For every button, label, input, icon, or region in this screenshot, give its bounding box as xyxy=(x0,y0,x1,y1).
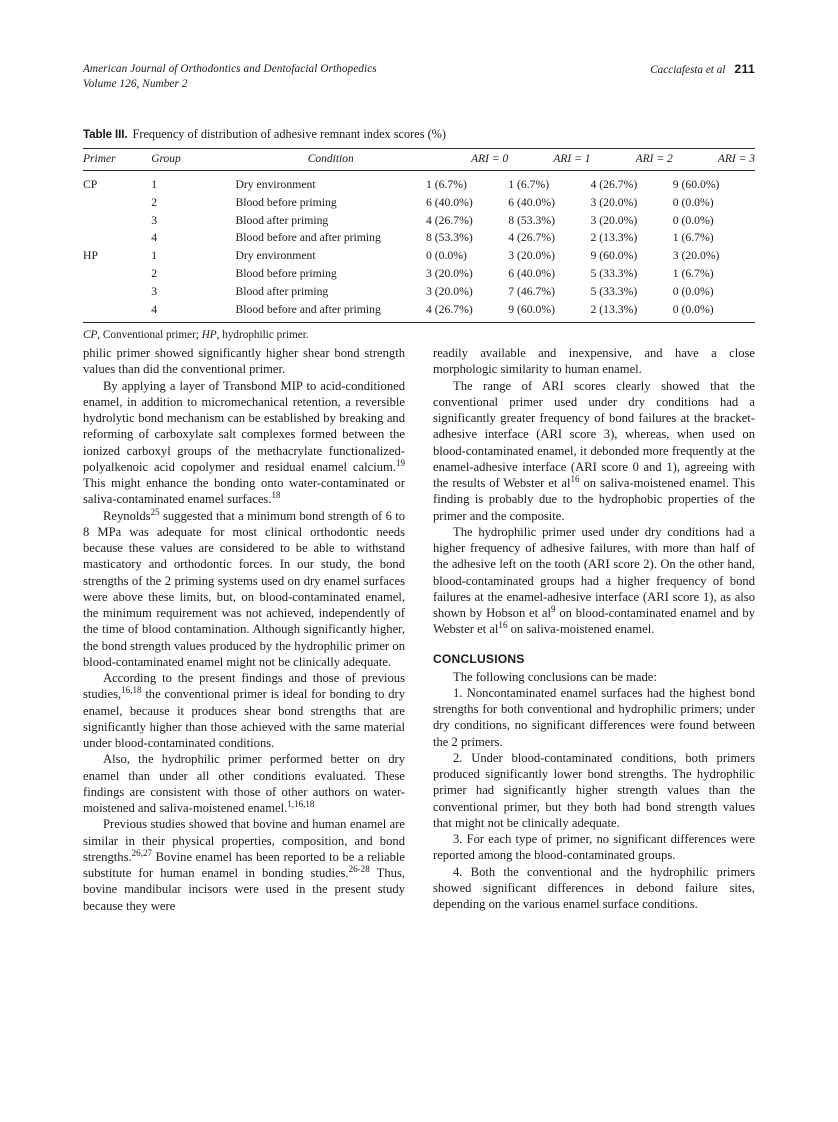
cell-ari-0: 1 (6.7%) xyxy=(426,178,467,191)
cell-group: 1 xyxy=(151,178,158,191)
running-head-right xyxy=(650,62,755,78)
cell-primer xyxy=(83,282,151,300)
cell-ari-1: 6 (40.0%) xyxy=(508,195,555,209)
cell-ari-2: 9 (60.0%) xyxy=(590,249,638,263)
paragraph-conclusion-1: 1. Noncontaminated enamel surfaces had the highest bond strengths for both conventional and hydrophilic primers; under dry conditions, no significant differences were found between the 2 primers. xyxy=(433,685,755,749)
cell-ari-2: 5 (33.3%) xyxy=(590,266,638,280)
cell-ari-0: 3 (20.0%) xyxy=(426,284,473,298)
table-label: Table III. xyxy=(83,128,128,141)
cell-condition: Blood before priming xyxy=(235,266,337,280)
cell-condition: Blood before priming xyxy=(235,195,337,209)
cell-ari-1: 1 (6.7%) xyxy=(508,178,550,191)
cell-condition: Blood before and after priming xyxy=(235,231,381,245)
paragraph-according-part2: the conventional primer is ideal for bonding to dry enamel, because it produces shear bond strengths that are significantly higher than those achieved with the same material under blood-contaminated conditions. xyxy=(83,687,405,750)
paragraph-ari-range-part1: The range of ARI scores clearly showed that the conventional primer used under dry conditions had a significantly greater frequency of bond failures at the bracket-adhesive interface (ARI score 3), whereas, when used on blood-contaminated enamel, it debonded more frequently at the enamel-adhesive interface (ARI score 0 and 1), agreeing with the results of Webster et al xyxy=(433,378,755,490)
cell-ari-2: 3 (20.0%) xyxy=(590,213,638,227)
cell-ari-1: 7 (46.7%) xyxy=(508,284,555,298)
cell-ari-0: 4 (26.7%) xyxy=(426,302,473,316)
table-title: Frequency of distribution of adhesive remnant index scores (%) xyxy=(132,127,447,141)
cell-group: 3 xyxy=(151,213,158,227)
cell-condition: Dry environment xyxy=(235,178,316,191)
paragraph-ari-range-part2: on saliva-moistened enamel. This finding is probably due to the hydrophobic properties of the primer and the composite. xyxy=(433,476,755,523)
cell-ari-3: 1 (6.7%) xyxy=(672,266,714,280)
ari-frequency-table xyxy=(83,148,755,322)
reference-marker: 16 xyxy=(498,620,508,631)
cell-primer: CP xyxy=(83,178,98,191)
cell-primer xyxy=(83,194,151,212)
paragraph-also xyxy=(83,751,405,816)
paragraph-reynolds-part2: suggested that a minimum bond strength of 6 to 8 MPa was adequate for most clinical orthodontic needs because these values are considered to be able to withstand masticatory and orthodontic forces. In our study, the bond strengths of the 2 priming systems used on dry enamel surfaces were above these limits, but, on blood-contaminated enamel, the minimum requirement was not achieved, independently of the time of blood contamination. Although significantly higher, the bond strength values produced by the hydrophilic primer on blood-contaminated enamel might not be clinically adequate. xyxy=(83,508,405,669)
footnote-abbr-cp: CP xyxy=(83,328,98,341)
paragraph-according xyxy=(83,670,405,751)
cell-ari-0: 4 (26.7%) xyxy=(426,213,473,227)
cell-ari-1: 8 (53.3%) xyxy=(508,213,555,227)
table-caption xyxy=(83,126,755,143)
column-header-ari-2: ARI = 2 xyxy=(590,149,672,171)
article-authors: Cacciafesta et al xyxy=(650,64,726,76)
cell-ari-2: 2 (13.3%) xyxy=(590,302,638,316)
paragraph-according-part1: According to the present findings and those of previous studies, xyxy=(83,671,405,702)
cell-ari-0: 3 (20.0%) xyxy=(426,266,473,280)
cell-ari-1: 3 (20.0%) xyxy=(508,249,555,263)
paragraph-reynolds xyxy=(83,508,405,671)
table-block xyxy=(83,126,755,343)
cell-ari-2: 5 (33.3%) xyxy=(590,284,638,298)
paragraph-previous-part3: Thus, bovine mandibular incisors were used in the present study because they were xyxy=(83,866,405,913)
paragraph-readily: readily available and inexpensive, and have a close morphologic similarity to human enamel. xyxy=(433,346,755,377)
cell-ari-1: 4 (26.7%) xyxy=(508,231,555,245)
cell-ari-0: 6 (40.0%) xyxy=(426,195,473,209)
cell-group: 4 xyxy=(151,231,158,245)
table-row xyxy=(83,194,755,212)
reference-marker: 16 xyxy=(570,473,580,484)
column-header-primer: Primer xyxy=(83,149,151,171)
cell-group: 1 xyxy=(151,249,158,263)
reference-marker: 16,18 xyxy=(121,685,142,696)
table-row xyxy=(83,171,755,194)
paragraph-previous-part1: Previous studies showed that bovine and human enamel are similar in their physical properties, composition, and bond strengths. xyxy=(83,817,405,864)
section-heading-conclusions: CONCLUSIONS xyxy=(433,651,525,666)
cell-primer xyxy=(83,265,151,283)
table-head xyxy=(83,149,755,171)
paragraph-also-part1: Also, the hydrophilic primer performed better on dry enamel than under all other conditions evaluated. These findings are consistent with those of other authors on water-moistened and saliva-moistened enamel. xyxy=(83,752,405,815)
paragraph-conclusions-intro: The following conclusions can be made: xyxy=(453,669,657,684)
cell-group: 3 xyxy=(151,284,158,298)
paragraph-continued: philic primer showed significantly higher shear bond strength values than did the conventional primer. xyxy=(83,346,405,377)
cell-ari-2: 4 (26.7%) xyxy=(590,178,638,191)
journal-title-block xyxy=(83,62,377,91)
cell-primer xyxy=(83,229,151,247)
cell-primer: HP xyxy=(83,249,98,263)
cell-ari-1: 9 (60.0%) xyxy=(508,302,555,316)
paragraph-conclusion-2: 2. Under blood-contaminated conditions, both primers produced significantly lower bond strengths. The hydrophilic primer had significantly higher strength values than the conventional primer, but they both had bond strength values that might not be clinically adequate. xyxy=(433,750,755,830)
table-row xyxy=(83,282,755,300)
paragraph-transbond-part1: By applying a layer of Transbond MIP to acid-conditioned enamel, in addition to micromechanical retention, a reversible hydrolytic bond mechanism can be established by breaking and reforming of carboxylate salt complexes formed between the ionized carboxyl groups of the methacrylate functionalized-polyalkenoic acid copolymer and residual enamel calcium. xyxy=(83,378,405,474)
reference-marker: 18 xyxy=(271,490,281,501)
cell-ari-3: 0 (0.0%) xyxy=(672,302,714,316)
table-row xyxy=(83,265,755,283)
cell-ari-3: 0 (0.0%) xyxy=(672,284,714,298)
reference-marker: 19 xyxy=(395,457,405,468)
column-header-ari-1: ARI = 1 xyxy=(508,149,590,171)
reference-marker: 9 xyxy=(551,603,556,614)
footnote-abbr-hp: HP xyxy=(201,328,217,341)
footnote-text-cp: , Conventional primer; xyxy=(97,328,202,341)
reference-marker: 25 xyxy=(150,506,160,517)
column-header-ari-0: ARI = 0 xyxy=(426,149,508,171)
paragraph-reynolds-part1: Reynolds xyxy=(103,508,151,523)
journal-name: American Journal of Orthodontics and Dentofacial Orthopedics xyxy=(83,63,377,75)
cell-condition: Blood after priming xyxy=(235,213,329,227)
column-header-condition: Condition xyxy=(235,149,426,171)
cell-ari-0: 0 (0.0%) xyxy=(426,249,467,263)
paragraph-hydrophilic-part3: on saliva-moistened enamel. xyxy=(507,622,655,637)
cell-ari-2: 2 (13.3%) xyxy=(590,231,638,245)
table-header-row xyxy=(83,149,755,171)
journal-volume-issue: Volume 126, Number 2 xyxy=(83,77,188,90)
cell-ari-1: 6 (40.0%) xyxy=(508,266,555,280)
cell-condition: Dry environment xyxy=(235,249,316,263)
running-head xyxy=(83,62,755,91)
cell-group: 4 xyxy=(151,302,158,316)
cell-group: 2 xyxy=(151,266,158,280)
body-columns xyxy=(83,345,755,914)
cell-group: 2 xyxy=(151,195,158,209)
paragraph-conclusion-3: 3. For each type of primer, no significant differences were reported among the blood-contaminated groups. xyxy=(433,832,755,863)
column-header-group: Group xyxy=(151,149,235,171)
table-footnote xyxy=(83,323,755,343)
right-column xyxy=(433,345,755,914)
cell-ari-3: 0 (0.0%) xyxy=(672,195,714,209)
cell-ari-3: 0 (0.0%) xyxy=(672,213,714,227)
cell-condition: Blood before and after priming xyxy=(235,302,381,316)
left-column xyxy=(83,345,405,914)
paragraph-conclusion-4: 4. Both the conventional and the hydrophilic primers showed significant differences in debond failure sites, depending on the various enamel surface conditions. xyxy=(433,864,755,911)
paragraph-transbond-part2: This might enhance the bonding onto water-contaminated or saliva-contaminated enamel surfaces. xyxy=(83,476,405,507)
cell-ari-3: 3 (20.0%) xyxy=(672,249,720,263)
table-row xyxy=(83,229,755,247)
page-number: 211 xyxy=(734,62,755,76)
table-row xyxy=(83,300,755,322)
reference-marker: 1,16,18 xyxy=(287,798,315,809)
column-header-ari-3: ARI = 3 xyxy=(673,149,755,171)
table-row xyxy=(83,247,755,265)
paragraph-transbond xyxy=(83,378,405,508)
reference-marker: 26-28 xyxy=(348,863,370,874)
cell-ari-3: 9 (60.0%) xyxy=(672,178,720,191)
footnote-text-hp: , hydrophilic primer. xyxy=(216,328,309,341)
paragraph-previous-part2: Bovine enamel has been reported to be a reliable substitute for human enamel in bonding studies. xyxy=(83,849,405,880)
paragraph-hydrophilic xyxy=(433,524,755,638)
table-row xyxy=(83,211,755,229)
cell-ari-0: 8 (53.3%) xyxy=(426,231,473,245)
cell-condition: Blood after priming xyxy=(235,284,329,298)
cell-ari-3: 1 (6.7%) xyxy=(672,231,714,245)
cell-ari-2: 3 (20.0%) xyxy=(590,195,638,209)
paragraph-ari-range xyxy=(433,378,755,524)
paragraph-previous xyxy=(83,816,405,914)
cell-primer xyxy=(83,300,151,322)
cell-primer xyxy=(83,211,151,229)
paragraph-hydrophilic-part1: The hydrophilic primer used under dry conditions had a higher frequency of adhesive failures, with more than half of the adhesive left on the tooth (ARI score 2). On the other hand, blood-contaminated groups had a higher frequency of bond failures at the enamel-adhesive interface (ARI score 1), as also shown by Hobson et al xyxy=(433,524,755,620)
paragraph-hydrophilic-part2: on blood-contaminated enamel and by Webster et al xyxy=(433,606,755,637)
table-body xyxy=(83,171,755,322)
reference-marker: 26,27 xyxy=(131,847,153,858)
